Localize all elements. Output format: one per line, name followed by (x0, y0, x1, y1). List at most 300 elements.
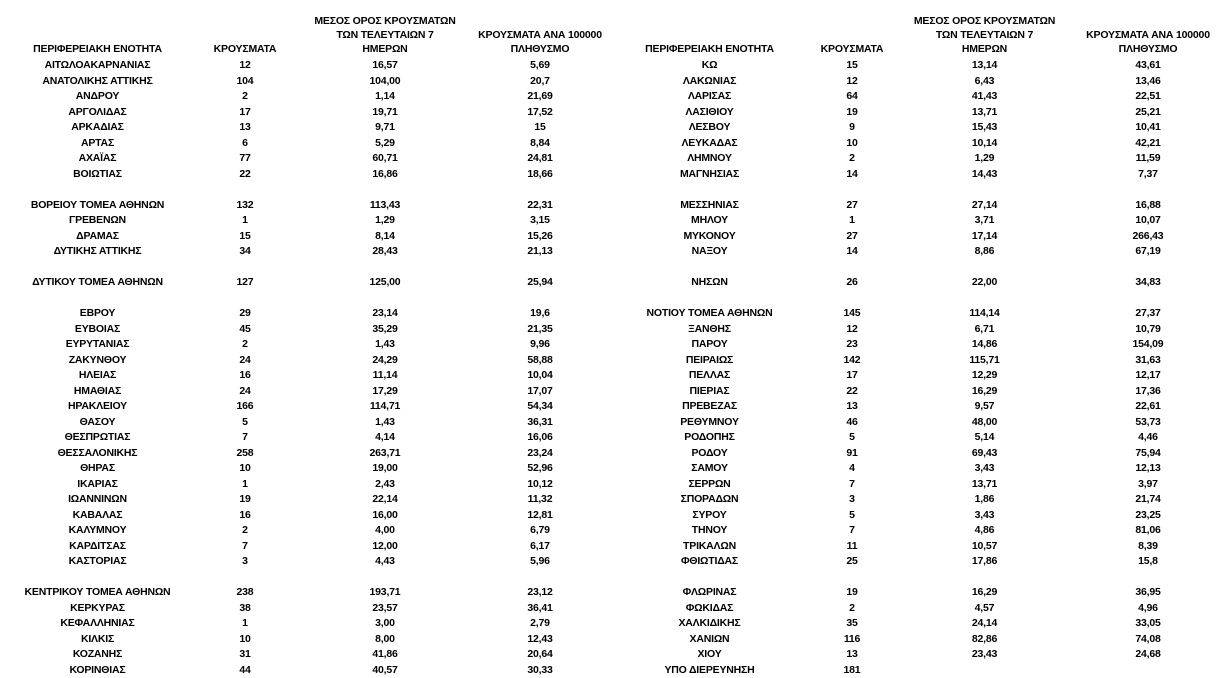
cell-per100k: 24,68 (1135, 648, 1161, 660)
cell-name: ΗΡΑΚΛΕΙΟΥ (68, 400, 127, 412)
table-row (0, 136, 612, 151)
cell-per100k: 12,43 (527, 632, 553, 645)
cell-avg7: 82,86 (971, 632, 998, 645)
cell-avg7: 3,43 (974, 462, 995, 474)
table-row (0, 353, 612, 368)
table-row (0, 585, 612, 600)
table-row (0, 430, 612, 445)
cell-cases: 9 (849, 121, 855, 133)
cell-avg7: 24,29 (372, 353, 398, 366)
table-row (612, 663, 1222, 678)
table-row (612, 368, 1222, 383)
cell-per100k: 53,73 (1135, 415, 1161, 428)
cell-cases: 14 (846, 167, 858, 180)
table-row (0, 58, 612, 73)
cell-avg7: 6,43 (974, 74, 995, 87)
cell-name: ΓΡΕΒΕΝΩΝ (69, 214, 126, 226)
cell-per100k: 25,21 (1135, 105, 1161, 118)
cell-per100k: 74,08 (1135, 632, 1161, 645)
cell-avg7: 114,14 (969, 307, 1000, 319)
cell-name: ΛΗΜΝΟΥ (687, 152, 732, 164)
cell-name: ΑΧΑΪΑΣ (78, 152, 117, 164)
table-row (612, 229, 1222, 244)
cell-avg7: 12,29 (971, 369, 998, 381)
header-cases: ΚΡΟΥΣΜΑΤΑ (213, 43, 277, 55)
cell-avg7: 115,71 (969, 353, 1000, 366)
cell-cases: 166 (236, 400, 254, 412)
table-row (0, 120, 612, 135)
cell-cases: 25 (846, 555, 858, 567)
cell-per100k: 13,46 (1135, 74, 1161, 87)
cell-per100k: 18,66 (527, 167, 553, 180)
table-row (612, 244, 1222, 259)
cell-per100k: 36,95 (1135, 586, 1161, 598)
cell-name: ΜΗΛΟΥ (691, 214, 728, 226)
cell-avg7: 17,29 (372, 384, 398, 397)
cell-cases: 12 (846, 74, 858, 87)
table-row (612, 337, 1222, 352)
cell-avg7: 5,29 (375, 136, 395, 149)
cell-name: ΦΩΚΙΔΑΣ (685, 601, 734, 614)
cell-per100k: 6,17 (530, 539, 550, 552)
cell-per100k: 10,12 (527, 477, 553, 490)
cell-cases: 181 (843, 663, 861, 676)
table-row (612, 585, 1222, 600)
cell-avg7: 13,71 (971, 105, 998, 118)
cell-avg7: 104,00 (369, 74, 401, 87)
cell-name: ΑΙΤΩΛΟΑΚΑΡΝΑΝΙΑΣ (44, 59, 151, 71)
cell-name: ΚΟΖΑΝΗΣ (72, 648, 123, 660)
cell-avg7: 113,43 (369, 198, 401, 211)
cell-per100k: 17,36 (1135, 384, 1161, 397)
cell-cases: 77 (239, 152, 251, 164)
table-row (0, 151, 612, 166)
cell-cases: 10 (846, 136, 858, 149)
cell-avg7: 1,86 (974, 493, 995, 505)
cell-name: ΠΡΕΒΕΖΑΣ (682, 400, 737, 412)
cell-avg7: 4,00 (375, 524, 395, 536)
cell-per100k: 27,37 (1135, 307, 1161, 319)
table-row (0, 554, 612, 569)
cell-per100k: 12,17 (1135, 369, 1161, 381)
cell-cases: 10 (239, 632, 251, 645)
cell-avg7: 60,71 (372, 152, 398, 164)
cell-name: ΡΟΔΟΥ (691, 446, 728, 459)
cell-per100k: 58,88 (527, 353, 553, 366)
cell-avg7: 28,43 (372, 245, 398, 257)
cell-name: ΣΑΜΟΥ (691, 462, 728, 474)
cell-avg7: 27,14 (971, 198, 998, 211)
table-row (612, 322, 1222, 337)
cell-per100k: 10,04 (527, 369, 553, 381)
table-row (612, 120, 1222, 135)
table-row (612, 74, 1222, 89)
table-row (0, 384, 612, 399)
cell-cases: 142 (843, 353, 861, 366)
cell-per100k: 21,74 (1135, 493, 1161, 505)
cell-avg7: 11,14 (372, 369, 398, 381)
cell-per100k: 22,61 (1135, 400, 1161, 412)
cell-cases: 145 (843, 307, 861, 319)
cell-avg7: 40,57 (372, 663, 398, 676)
table-row (612, 151, 1222, 166)
table-row (0, 306, 612, 321)
cell-name: ΑΡΓΟΛΙΔΑΣ (68, 105, 127, 118)
cell-cases: 45 (239, 322, 251, 335)
table-row (0, 647, 612, 662)
header-avg7: ΜΕΣΟΣ ΟΡΟΣ ΚΡΟΥΣΜΑΤΩΝ ΤΩΝ ΤΕΛΕΥΤΑΙΩΝ 7 ΗΜΕΡΩΝ (314, 15, 456, 55)
cell-per100k: 154,09 (1132, 338, 1164, 350)
table-row (0, 213, 612, 228)
cell-per100k: 8,39 (1138, 539, 1158, 552)
table-row (0, 446, 612, 461)
table-row (612, 58, 1222, 73)
table-row (0, 399, 612, 414)
cell-cases: 12 (846, 322, 858, 335)
cell-cases: 24 (239, 384, 251, 397)
cell-cases: 2 (849, 152, 855, 164)
cell-per100k: 7,37 (1138, 167, 1158, 180)
header-region: ΠΕΡΙΦΕΡΕΙΑΚΗ ΕΝΟΤΗΤΑ (645, 43, 774, 55)
cell-cases: 2 (242, 524, 248, 536)
cell-cases: 15 (239, 229, 251, 242)
table-row (612, 539, 1222, 554)
cell-cases: 7 (849, 524, 855, 536)
cell-cases: 238 (236, 586, 254, 598)
cell-name: ΚΕΦΑΛΛΗΝΙΑΣ (60, 617, 135, 629)
cell-avg7: 12,00 (372, 539, 398, 552)
cell-avg7: 14,86 (971, 338, 998, 350)
cell-name: ΧΑΛΚΙΔΙΚΗΣ (678, 617, 741, 629)
cell-name: ΛΕΥΚΑΔΑΣ (681, 136, 738, 149)
table-row (612, 399, 1222, 414)
table-row (612, 601, 1222, 616)
cell-per100k: 3,97 (1138, 477, 1158, 490)
cell-per100k: 12,13 (1135, 462, 1161, 474)
cell-cases: 16 (239, 369, 251, 381)
cell-name: ΑΡΚΑΔΙΑΣ (71, 121, 124, 133)
cell-name: ΜΑΓΝΗΣΙΑΣ (679, 167, 740, 180)
cell-name: ΘΕΣΠΡΩΤΙΑΣ (64, 431, 131, 443)
cell-name: ΘΗΡΑΣ (80, 462, 115, 474)
cell-avg7: 4,86 (974, 524, 995, 536)
cell-per100k: 52,96 (527, 462, 553, 474)
cell-cases: 1 (242, 214, 248, 226)
cell-per100k: 20,7 (530, 74, 550, 87)
cell-cases: 19 (846, 586, 858, 598)
cell-cases: 26 (846, 276, 858, 288)
cell-per100k: 17,52 (527, 105, 553, 118)
table-row (0, 337, 612, 352)
cell-name: ΛΑΚΩΝΙΑΣ (682, 74, 737, 87)
header-cases: ΚΡΟΥΣΜΑΤΑ (820, 43, 884, 55)
cell-cases: 7 (849, 477, 855, 490)
cell-avg7: 3,00 (375, 617, 395, 629)
cell-avg7: 9,71 (375, 121, 395, 133)
cell-cases: 15 (846, 59, 858, 71)
cell-per100k: 42,21 (1135, 136, 1161, 149)
cell-cases: 27 (846, 229, 858, 242)
cell-cases: 2 (242, 90, 248, 102)
cell-per100k: 31,63 (1135, 353, 1161, 366)
cell-avg7: 6,71 (974, 322, 995, 335)
cell-per100k: 11,59 (1135, 152, 1161, 164)
cell-avg7: 41,86 (372, 648, 398, 660)
table-row (0, 539, 612, 554)
cell-avg7: 19,00 (372, 462, 398, 474)
cell-per100k: 19,6 (530, 307, 550, 319)
cell-per100k: 54,34 (527, 400, 553, 412)
table-row (0, 229, 612, 244)
cell-cases: 46 (846, 415, 858, 428)
cell-per100k: 21,13 (527, 245, 553, 257)
cell-name: ΣΕΡΡΩΝ (688, 477, 731, 490)
cell-per100k: 6,79 (530, 524, 550, 536)
cell-avg7: 16,86 (372, 167, 398, 180)
cell-name: ΑΝΔΡΟΥ (75, 90, 120, 102)
cell-avg7: 4,57 (974, 601, 995, 614)
cell-avg7: 23,57 (372, 601, 398, 614)
cell-name: ΚΑΒΑΛΑΣ (72, 508, 123, 521)
table-row (612, 136, 1222, 151)
table-row (0, 461, 612, 476)
cell-name: ΚΑΛΥΜΝΟΥ (68, 524, 127, 536)
cell-avg7: 8,00 (375, 632, 395, 645)
cell-name: ΣΠΟΡΑΔΩΝ (680, 493, 739, 505)
cell-name: ΠΙΕΡΙΑΣ (689, 384, 730, 397)
cell-cases: 14 (846, 245, 858, 257)
cell-per100k: 36,41 (527, 601, 553, 614)
cell-name: ΖΑΚΥΝΘΟΥ (68, 353, 127, 366)
cell-per100k: 4,46 (1138, 431, 1158, 443)
cell-name: ΚΕΝΤΡΙΚΟΥ ΤΟΜΕΑ ΑΘΗΝΩΝ (24, 586, 171, 598)
cell-per100k: 12,81 (527, 508, 553, 521)
cell-name: ΛΕΣΒΟΥ (688, 121, 731, 133)
cell-name: ΕΥΒΟΙΑΣ (74, 322, 121, 335)
cell-per100k: 25,94 (527, 276, 553, 288)
cell-avg7: 13,14 (971, 59, 998, 71)
cell-per100k: 5,96 (530, 555, 550, 567)
cell-avg7: 17,14 (971, 229, 998, 242)
cell-name: ΛΑΡΙΣΑΣ (687, 90, 732, 102)
cell-avg7: 1,43 (375, 415, 395, 428)
cell-per100k: 3,15 (530, 214, 550, 226)
cell-name: ΧΙΟΥ (697, 648, 722, 660)
cell-cases: 5 (242, 415, 248, 428)
cell-cases: 7 (242, 539, 248, 552)
cell-name: ΤΗΝΟΥ (691, 524, 728, 536)
cell-per100k: 9,96 (530, 338, 550, 350)
cell-avg7: 16,00 (372, 508, 398, 521)
cell-per100k: 34,83 (1135, 276, 1161, 288)
cell-per100k: 5,69 (530, 59, 550, 71)
cell-cases: 2 (849, 601, 855, 614)
cell-per100k: 23,25 (1135, 508, 1161, 521)
table-row (612, 616, 1222, 631)
cell-cases: 1 (849, 214, 855, 226)
cell-avg7: 23,43 (971, 648, 998, 660)
cell-per100k: 8,84 (530, 136, 550, 149)
cell-name: ΗΜΑΘΙΑΣ (73, 384, 122, 397)
cell-name: ΡΕΘΥΜΝΟΥ (680, 415, 739, 428)
cell-per100k: 22,31 (527, 198, 553, 211)
cell-avg7: 10,57 (971, 539, 998, 552)
cell-name: ΚΙΛΚΙΣ (80, 632, 115, 645)
cell-cases: 12 (239, 59, 251, 71)
table-row (0, 105, 612, 120)
cell-cases: 27 (846, 198, 858, 211)
cell-name: ΕΥΡΥΤΑΝΙΑΣ (65, 338, 130, 350)
cell-cases: 13 (846, 400, 858, 412)
cell-cases: 1 (242, 617, 248, 629)
cell-avg7: 13,71 (971, 477, 998, 490)
cell-name: ΑΡΤΑΣ (80, 136, 115, 149)
cell-cases: 31 (239, 648, 251, 660)
cell-per100k: 22,51 (1135, 90, 1161, 102)
cell-name: ΠΕΛΛΑΣ (688, 369, 731, 381)
cell-cases: 38 (239, 601, 251, 614)
cell-avg7: 8,14 (375, 229, 395, 242)
cell-name: ΠΑΡΟΥ (691, 338, 728, 350)
cell-cases: 22 (239, 167, 251, 180)
table-row (612, 384, 1222, 399)
table-row (612, 647, 1222, 662)
table-row (612, 554, 1222, 569)
cell-cases: 132 (236, 198, 254, 211)
cell-per100k: 23,12 (527, 586, 553, 598)
cell-avg7: 1,43 (375, 338, 395, 350)
cell-cases: 3 (849, 493, 855, 505)
cell-avg7: 1,29 (974, 152, 995, 164)
cell-avg7: 3,71 (974, 214, 995, 226)
table-row (612, 632, 1222, 647)
cell-per100k: 2,79 (530, 617, 550, 629)
cell-name: ΘΕΣΣΑΛΟΝΙΚΗΣ (57, 446, 138, 459)
header-avg7: ΜΕΣΟΣ ΟΡΟΣ ΚΡΟΥΣΜΑΤΩΝ ΤΩΝ ΤΕΛΕΥΤΑΙΩΝ 7 ΗΜΕΡΩΝ (913, 15, 1056, 55)
cell-cases: 13 (239, 121, 251, 133)
table-row (0, 322, 612, 337)
cell-avg7: 1,29 (375, 214, 395, 226)
table-row (0, 663, 612, 678)
cell-avg7: 48,00 (971, 415, 998, 428)
cell-name: ΔΡΑΜΑΣ (76, 229, 119, 242)
cell-avg7: 16,29 (971, 384, 998, 397)
cell-avg7: 35,29 (372, 322, 398, 335)
cell-cases: 127 (236, 276, 254, 288)
cell-name: ΝΑΞΟΥ (691, 245, 728, 257)
cell-cases: 104 (236, 74, 254, 87)
cell-name: ΣΥΡΟΥ (692, 508, 727, 521)
table-row (612, 415, 1222, 430)
cell-name: ΤΡΙΚΑΛΩΝ (683, 539, 736, 552)
cell-avg7: 2,43 (375, 477, 395, 490)
table-row (612, 492, 1222, 507)
cell-cases: 11 (846, 539, 858, 552)
cell-name: ΒΟΙΩΤΙΑΣ (73, 167, 122, 180)
table-row (612, 105, 1222, 120)
cell-per100k: 17,07 (527, 384, 553, 397)
cell-avg7: 114,71 (369, 400, 401, 412)
cell-name: ΑΝΑΤΟΛΙΚΗΣ ΑΤΤΙΚΗΣ (42, 74, 153, 87)
cell-avg7: 8,86 (974, 245, 995, 257)
cell-cases: 258 (236, 446, 254, 459)
table-row (612, 430, 1222, 445)
cell-name: ΚΟΡΙΝΘΙΑΣ (69, 663, 126, 676)
cell-per100k: 81,06 (1135, 524, 1161, 536)
table-row (0, 167, 612, 182)
cell-cases: 1 (242, 477, 248, 490)
cell-cases: 22 (846, 384, 858, 397)
table-row (0, 368, 612, 383)
table-row (0, 508, 612, 523)
cell-per100k: 15,8 (1138, 555, 1158, 567)
cell-cases: 3 (242, 555, 248, 567)
cell-cases: 44 (239, 663, 251, 676)
cell-name: ΙΚΑΡΙΑΣ (77, 477, 118, 490)
table-row (0, 477, 612, 492)
cell-name: ΘΑΣΟΥ (79, 415, 116, 428)
cell-cases: 116 (843, 632, 861, 645)
cell-cases: 5 (849, 508, 855, 521)
cell-per100k: 11,32 (527, 493, 553, 505)
table-row (0, 89, 612, 104)
cell-name: ΠΕΙΡΑΙΩΣ (685, 353, 734, 366)
cell-cases: 19 (239, 493, 251, 505)
cell-name: ΗΛΕΙΑΣ (78, 369, 117, 381)
cell-per100k: 67,19 (1135, 245, 1161, 257)
table-row (612, 198, 1222, 213)
cell-per100k: 36,31 (527, 415, 553, 428)
cell-name: ΔΥΤΙΚΗΣ ΑΤΤΙΚΗΣ (53, 245, 142, 257)
table-row (612, 446, 1222, 461)
cell-name: ΔΥΤΙΚΟΥ ΤΟΜΕΑ ΑΘΗΝΩΝ (32, 276, 163, 288)
cell-per100k: 15 (534, 121, 546, 133)
cell-per100k: 10,07 (1135, 214, 1161, 226)
cell-cases: 17 (846, 369, 858, 381)
cell-per100k: 10,79 (1135, 322, 1161, 335)
table-row (0, 275, 612, 290)
table-row (0, 601, 612, 616)
cell-cases: 91 (846, 446, 858, 459)
cell-name: ΜΥΚΟΝΟΥ (683, 229, 736, 242)
cell-name: ΦΛΩΡΙΝΑΣ (682, 586, 737, 598)
cell-avg7: 69,43 (971, 446, 998, 459)
cell-cases: 17 (239, 105, 251, 118)
table-row (612, 461, 1222, 476)
cell-cases: 7 (242, 431, 248, 443)
cell-per100k: 21,69 (527, 90, 553, 102)
cell-name: ΥΠΟ ΔΙΕΡΕΥΝΗΣΗ (664, 663, 755, 676)
cell-avg7: 22,00 (971, 276, 998, 288)
table-row (0, 523, 612, 538)
cell-per100k: 20,64 (527, 648, 553, 660)
cell-per100k: 33,05 (1135, 617, 1161, 629)
cell-avg7: 9,57 (974, 400, 995, 412)
cell-avg7: 16,57 (372, 59, 398, 71)
cell-per100k: 23,24 (527, 446, 553, 459)
cell-avg7: 4,43 (375, 555, 395, 567)
cell-name: ΚΩ (701, 59, 718, 71)
table-row (0, 244, 612, 259)
header-per100k: ΚΡΟΥΣΜΑΤΑ ΑΝΑ 100000 ΠΛΗΘΥΣΜΟ (1086, 29, 1210, 55)
cell-avg7: 22,14 (372, 493, 398, 505)
cell-name: ΝΗΣΩΝ (691, 276, 728, 288)
table-row (0, 415, 612, 430)
cell-per100k: 75,94 (1135, 446, 1161, 459)
cell-cases: 23 (846, 338, 858, 350)
cell-name: ΚΑΣΤΟΡΙΑΣ (68, 555, 127, 567)
header-per100k: ΚΡΟΥΣΜΑΤΑ ΑΝΑ 100000 ΠΛΗΘΥΣΜΟ (478, 29, 602, 55)
